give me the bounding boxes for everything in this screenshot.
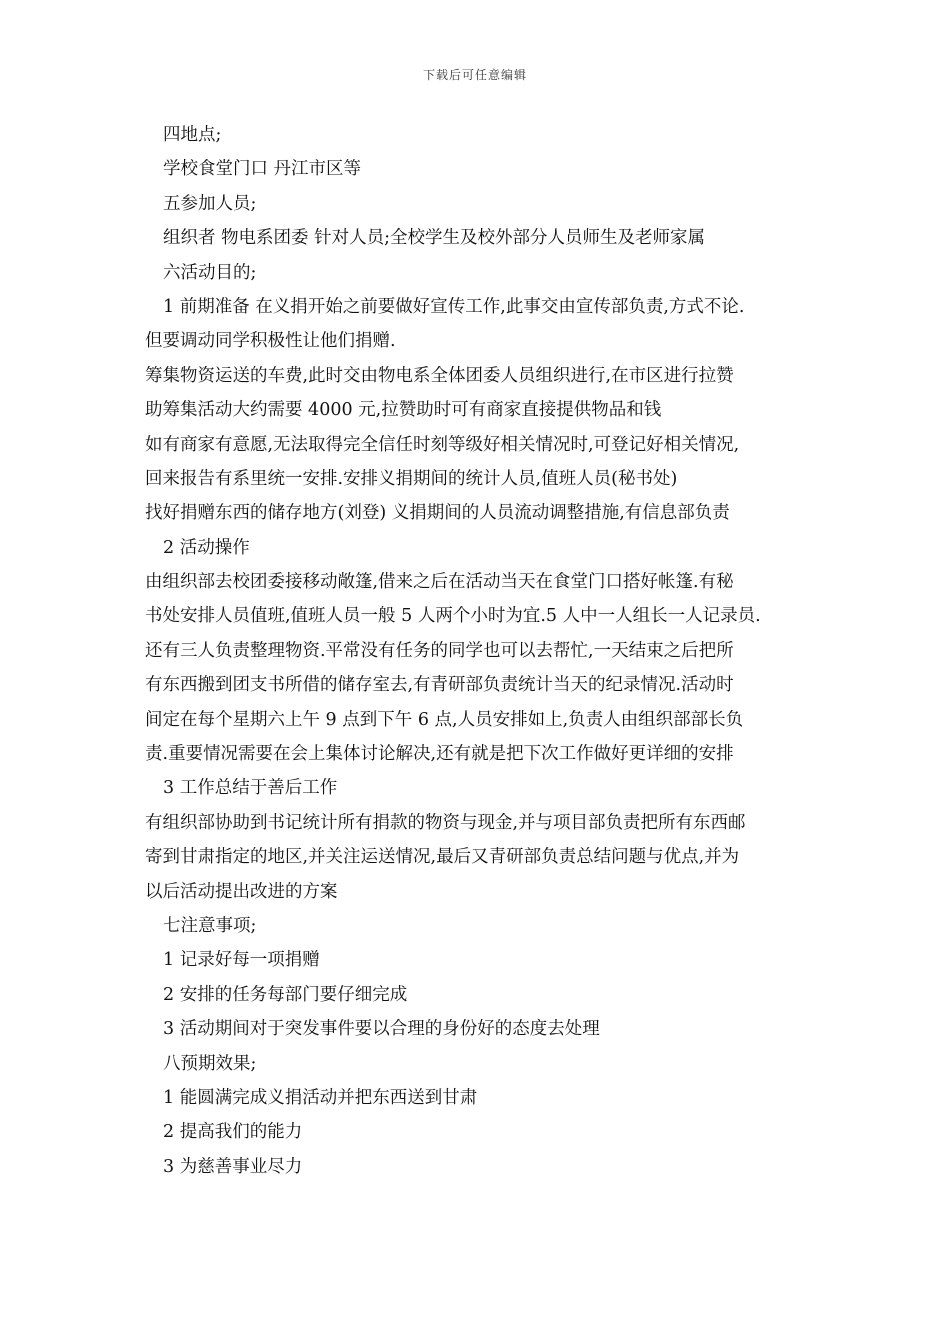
text-line: 责.重要情况需要在会上集体讨论解决,还有就是把下次工作做好更详细的安排	[145, 744, 734, 765]
text-line: 有东西搬到团支书所借的储存室去,有青研部负责统计当天的纪录情况.活动时	[145, 675, 734, 696]
text-line: 1 前期准备 在义捐开始之前要做好宣传工作,此事交由宣传部负责,方式不论.	[163, 296, 745, 317]
text-line: 2 安排的任务每部门要仔细完成	[163, 984, 408, 1005]
text-line: 回来报告有系里统一安排.安排义捐期间的统计人员,值班人员(秘书处)	[145, 468, 678, 489]
text-line: 以后活动提出改进的方案	[145, 881, 338, 902]
text-line: 1 记录好每一项捐赠	[163, 950, 320, 971]
text-line: 但要调动同学积极性让他们捐赠.	[145, 331, 396, 352]
text-line: 3 活动期间对于突发事件要以合理的身份好的态度去处理	[163, 1019, 600, 1040]
text-line: 3 工作总结于善后工作	[163, 778, 338, 799]
text-line: 由组织部去校团委接移动敞篷,借来之后在活动当天在食堂门口搭好帐篷.有秘	[145, 572, 734, 593]
text-line: 组织者 物电系团委 针对人员;全校学生及校外部分人员师生及老师家属	[163, 228, 706, 249]
text-line: 学校食堂门口 丹江市区等	[163, 159, 362, 180]
text-line: 2 活动操作	[163, 537, 250, 558]
text-line: 筹集物资运送的车费,此时交由物电系全体团委人员组织进行,在市区进行拉赞	[145, 365, 734, 386]
text-line: 六活动目的;	[163, 262, 257, 283]
text-line: 四地点;	[163, 125, 222, 145]
text-line: 有组织部协助到书记统计所有捐款的物资与现金,并与项目部负责把所有东西邮	[145, 812, 746, 833]
text-line: 如有商家有意愿,无法取得完全信任时刻等级好相关情况时,可登记好相关情况,	[145, 434, 740, 455]
text-line: 间定在每个星期六上午 9 点到下午 6 点,人员安排如上,负责人由组织部部长负	[145, 709, 744, 730]
text-line: 找好捐赠东西的储存地方(刘登) 义捐期间的人员流动调整措施,有信息部负责	[145, 503, 730, 524]
text-line: 五参加人员;	[163, 193, 257, 214]
text-line: 3 为慈善事业尽力	[163, 1156, 303, 1177]
text-line: 七注意事项;	[163, 915, 257, 936]
text-line: 1 能圆满完成义捐活动并把东西送到甘肃	[163, 1087, 478, 1108]
document-body	[145, 118, 825, 1184]
text-line: 八预期效果;	[163, 1053, 257, 1074]
text-line: 助筹集活动大约需要 4000 元,拉赞助时可有商家直接提供物品和钱	[145, 400, 662, 421]
text-line: 还有三人负责整理物资.平常没有任务的同学也可以去帮忙,一天结束之后把所	[145, 640, 734, 661]
page-header: 下载后可任意编辑	[422, 68, 527, 82]
text-line: 书处安排人员值班,值班人员一般 5 人两个小时为宜.5 人中一人组长一人记录员.	[145, 606, 761, 627]
text-line: 2 提高我们的能力	[163, 1122, 303, 1143]
text-line: 寄到甘肃指定的地区,并关注运送情况,最后又青研部负责总结问题与优点,并为	[145, 847, 740, 868]
